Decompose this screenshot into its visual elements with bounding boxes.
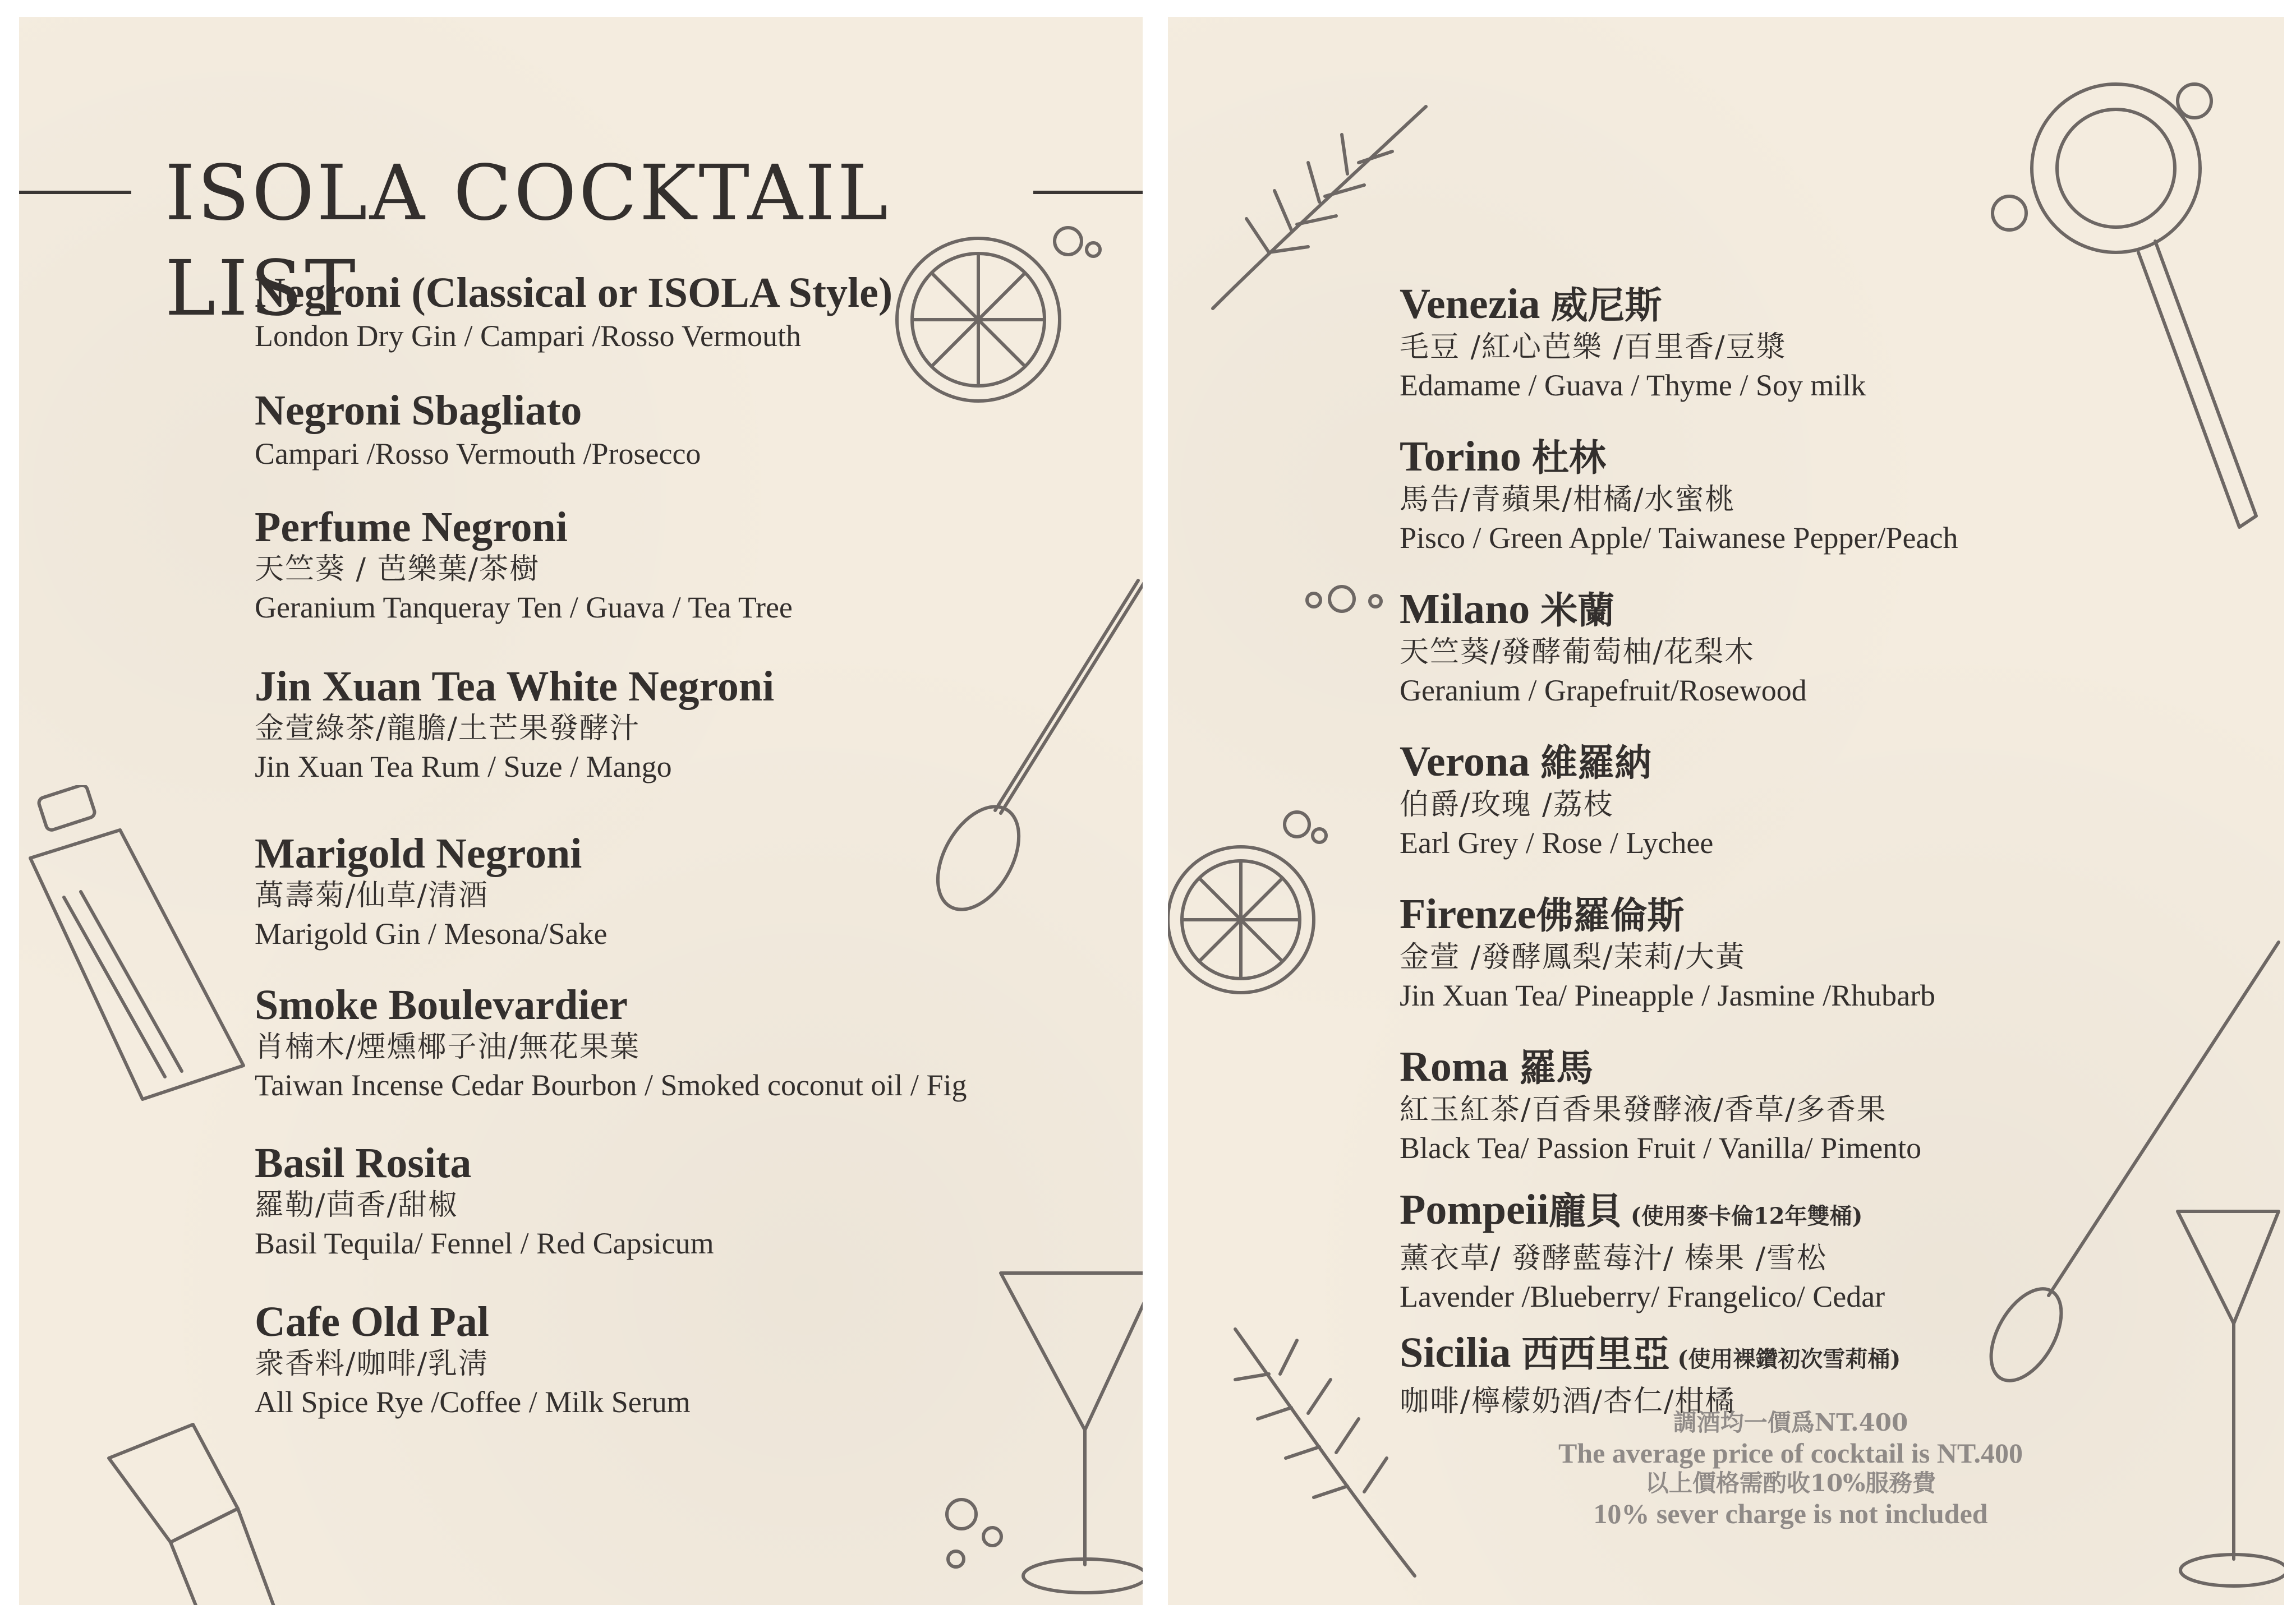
cocktail-ingredients-en: Pisco / Green Apple/ Taiwanese Pepper/Peach: [1400, 521, 1958, 555]
cocktail-ingredients-zh: 肖楠木/煙燻椰子油/無花果葉: [255, 1030, 641, 1064]
cocktail-ingredients-en: London Dry Gin / Campari /Rosso Vermouth: [255, 319, 801, 353]
cocktail-ingredients-zh: 咖啡/檸檬奶酒/杏仁/柑橘: [1400, 1385, 1736, 1418]
cocktail-ingredients-en: Basil Tequila/ Fennel / Red Capsicum: [255, 1227, 714, 1260]
bar-spoon-icon: [917, 578, 1143, 925]
cocktail-ingredients-en: Jin Xuan Tea/ Pineapple / Jasmine /Rhubarb: [1400, 979, 1936, 1012]
cocktail-item: [255, 387, 701, 473]
cocktail-item: [255, 663, 774, 786]
cocktail-ingredients-en: Taiwan Incense Cedar Bourbon / Smoked coconut oil / Fig: [255, 1068, 967, 1102]
menu-title: ISOLA COCKTAIL LIST: [165, 149, 890, 333]
cocktail-ingredients-en: All Spice Rye /Coffee / Milk Serum: [255, 1385, 691, 1419]
cocktail-name: Firenze佛羅倫斯: [1400, 891, 1685, 938]
cocktail-ingredients-en: Edamame / Guava / Thyme / Soy milk: [1400, 368, 1866, 402]
cocktail-ingredients-en: Lavender /Blueberry/ Frangelico/ Cedar: [1400, 1280, 1885, 1313]
cocktail-ingredients-zh: 羅勒/茴香/甜椒: [255, 1188, 459, 1222]
cocktail-item: [1400, 280, 1866, 405]
title-rule-right: [1033, 191, 1143, 194]
cocktail-name: Verona 維羅納: [1400, 738, 1652, 785]
cocktail-ingredients-en: Marigold Gin / Mesona/Sake: [255, 917, 608, 951]
cocktail-name: Cafe Old Pal: [255, 1298, 489, 1345]
cocktail-item: [255, 1298, 691, 1422]
cocktail-name: Perfume Negroni: [255, 504, 568, 551]
service-charge-zh: 以上價格需酌收10%服務費: [1645, 1469, 1936, 1497]
bubbles-icon: [939, 1492, 1018, 1576]
cocktail-item: [1400, 433, 1958, 557]
service-charge-en: 10% sever charge is not included: [1593, 1498, 1988, 1529]
martini-glass-with-spoon-icon: [1964, 931, 2284, 1604]
title-rule-left: [19, 191, 131, 194]
cocktail-item: [1400, 738, 1713, 863]
cocktail-ingredients-zh: 萬壽菊/仙草/清酒: [255, 879, 489, 912]
cocktail-name: Jin Xuan Tea White Negroni: [255, 663, 775, 710]
cocktail-item: [255, 1140, 714, 1263]
cocktail-item: [1400, 585, 1807, 710]
cocktail-ingredients-en: Campari /Rosso Vermouth /Prosecco: [255, 437, 701, 471]
cocktail-name: Basil Rosita: [255, 1140, 472, 1187]
cocktail-ingredients-zh: 馬告/青蘋果/柑橘/水蜜桃: [1400, 483, 1736, 517]
cocktail-name: Smoke Boulevardier: [255, 981, 628, 1029]
cocktail-ingredients-zh: 衆香料/咖啡/乳淸: [255, 1347, 489, 1381]
cocktail-item: [1400, 1186, 1885, 1316]
cocktail-name: Marigold Negroni: [255, 830, 582, 877]
cocktail-item: [255, 981, 967, 1105]
cocktail-ingredients-zh: 紅玉紅茶/百香果發酵液/香草/多香果: [1400, 1093, 1887, 1127]
cocktail-item: [1400, 1329, 1901, 1420]
cocktail-ingredients-en: Geranium Tanqueray Ten / Guava / Tea Tree: [255, 591, 793, 624]
lemon-slice-icon: [1168, 808, 1336, 998]
cocktail-ingredients-en: Earl Grey / Rose / Lychee: [1400, 826, 1714, 860]
cocktail-name: Torino 杜林: [1400, 433, 1606, 480]
cocktail-name: Roma 羅馬: [1400, 1043, 1594, 1090]
bubbles-icon: [1303, 583, 1392, 617]
cocktail-name: Milano 米蘭: [1400, 585, 1615, 633]
cocktail-name: Negroni Sbagliato: [255, 387, 582, 434]
cocktail-ingredients-zh: 天竺葵 / 芭樂葉/茶樹: [255, 552, 540, 586]
cocktail-ingredients-zh: 毛豆 /紅心芭樂 /百里香/豆漿: [1400, 330, 1787, 364]
cocktail-ingredients-en: Geranium / Grapefruit/Rosewood: [1400, 674, 1807, 707]
cocktail-name: Sicilia 西西里亞 (使用裸鑽初次雪莉桶): [1400, 1329, 1901, 1376]
cocktail-item: [1400, 891, 1935, 1015]
price-note-zh: 調酒均一價爲NT.400: [1673, 1409, 1908, 1436]
cocktail-item: [255, 830, 607, 953]
cocktail-ingredients-zh: 天竺葵/發酵葡萄柚/花梨木: [1400, 635, 1755, 669]
jigger-icon: [92, 1413, 294, 1605]
cocktail-ingredients-en: Black Tea/ Passion Fruit / Vanilla/ Pimento: [1400, 1131, 1922, 1165]
cocktail-ingredients-zh: 薰衣草/ 發酵藍莓汁/ 榛果 /雪松: [1400, 1242, 1828, 1275]
rosemary-sprig-icon: [1202, 95, 1437, 320]
cocktail-item: [255, 269, 892, 356]
cocktail-name: Venezia 威尼斯: [1400, 280, 1662, 328]
left-menu-page: [19, 17, 1143, 1605]
cocktail-strainer-icon: [1976, 79, 2267, 538]
cocktail-ingredients-zh: 金萱 /發酵鳳梨/茉莉/大黃: [1400, 940, 1746, 974]
cocktail-name: Pompeii龐貝 (使用麥卡倫12年雙桶): [1400, 1186, 1863, 1233]
cocktail-item: [1400, 1043, 1921, 1168]
cocktail-name: Negroni (Classical or ISOLA Style): [255, 269, 893, 316]
cocktail-item: [255, 504, 793, 627]
lemon-slice-icon: [894, 219, 1107, 409]
right-menu-page: [1168, 17, 2284, 1605]
rosemary-sprig-icon: [1224, 1318, 1426, 1587]
price-note-en: The average price of cocktail is NT.400: [1558, 1437, 2023, 1469]
cocktail-shaker-icon: [19, 785, 266, 1110]
cocktail-ingredients-zh: 伯爵/玫瑰 /荔枝: [1400, 788, 1614, 822]
cocktail-ingredients-en: Jin Xuan Tea Rum / Suze / Mango: [255, 750, 672, 783]
cocktail-ingredients-zh: 金萱綠茶/龍膽/土芒果發酵汁: [255, 712, 641, 745]
